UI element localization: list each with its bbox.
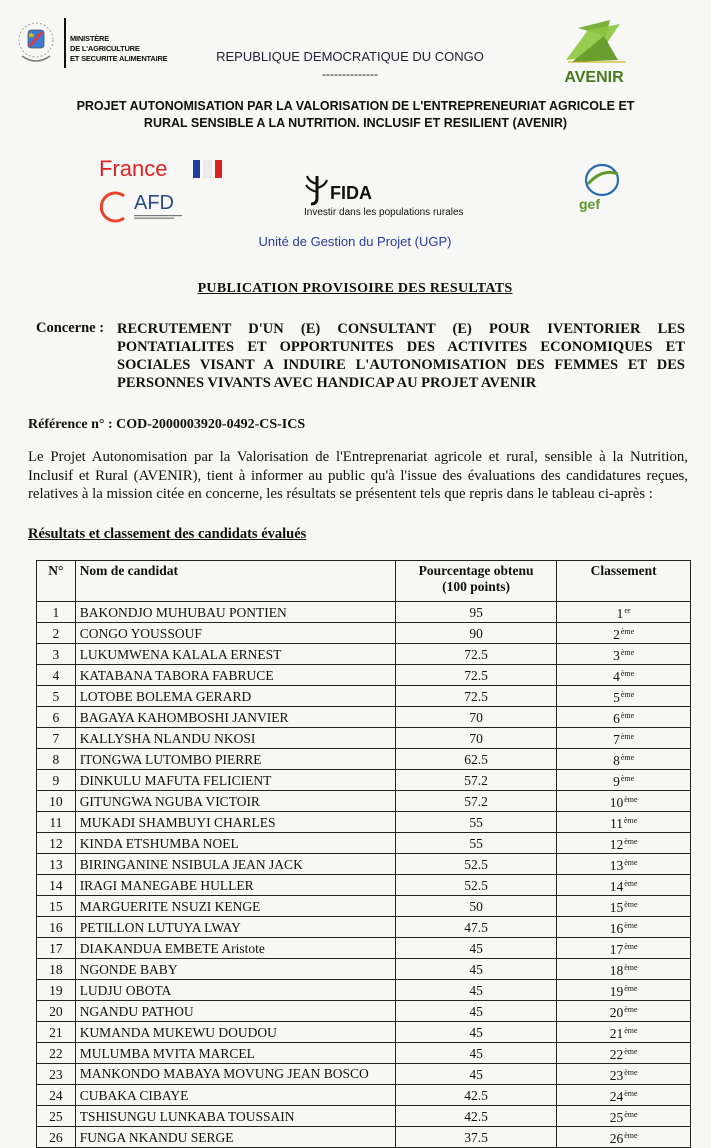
candidate-name: KINDA ETSHUMBA NOEL <box>75 833 395 854</box>
row-number: 26 <box>37 1127 76 1148</box>
candidate-percentage: 37.5 <box>395 1127 556 1148</box>
row-number: 7 <box>37 728 76 749</box>
candidate-name: FUNGA NKANDU SERGE <box>75 1127 395 1148</box>
candidate-rank <box>557 707 691 728</box>
candidate-rank <box>557 1085 691 1106</box>
candidate-rank <box>557 1022 691 1043</box>
rank-number: 2 <box>613 627 620 642</box>
candidate-percentage: 72.5 <box>395 665 556 686</box>
table-row <box>37 959 691 980</box>
candidate-name: TSHISUNGU LUNKABA TOUSSAIN <box>75 1106 395 1127</box>
candidate-name: LUDJU OBOTA <box>75 980 395 1001</box>
candidate-name: MANKONDO MABAYA MOVUNG JEAN BOSCO <box>75 1064 395 1085</box>
candidate-percentage: 52.5 <box>395 854 556 875</box>
candidate-percentage: 95 <box>395 602 556 623</box>
candidate-rank <box>557 938 691 959</box>
candidate-name: PETILLON LUTUYA LWAY <box>75 917 395 938</box>
rank-number: 6 <box>613 711 620 726</box>
rank-number: 12 <box>609 837 624 852</box>
row-number: 19 <box>37 980 76 1001</box>
rank-number: 15 <box>609 900 624 915</box>
candidate-rank <box>557 980 691 1001</box>
afd-logo-icon <box>100 190 130 224</box>
row-number: 12 <box>37 833 76 854</box>
candidate-percentage: 45 <box>395 1022 556 1043</box>
candidate-name: BAGAYA KAHOMBOSHI JANVIER <box>75 707 395 728</box>
project-title-line: RURAL SENSIBLE A LA NUTRITION. INCLUSIF ET RESILIENT (AVENIR) <box>143 116 568 130</box>
candidate-rank <box>557 602 691 623</box>
rank-suffix: ème <box>620 690 635 699</box>
rank-suffix: ème <box>624 1005 638 1014</box>
candidate-name: GITUNGWA NGUBA VICTOIR <box>75 791 395 812</box>
candidate-rank <box>557 896 691 917</box>
row-number: 24 <box>37 1085 76 1106</box>
table-row <box>37 875 691 896</box>
candidate-rank <box>557 833 691 854</box>
table-row <box>37 980 691 1001</box>
results-heading: Résultats et classement des candidats évalués <box>28 526 307 542</box>
row-number: 6 <box>37 707 76 728</box>
row-number: 23 <box>37 1064 76 1085</box>
table-row <box>37 1043 691 1064</box>
header-percentage-line1: Pourcentage obtenu <box>418 563 534 578</box>
ugp-label: Unité de Gestion du Projet (UGP) <box>258 234 452 249</box>
table-row <box>37 623 691 644</box>
header-percentage-line2: (100 points) <box>442 579 511 594</box>
rank-number: 4 <box>613 669 620 684</box>
rank-suffix: ème <box>624 921 638 930</box>
rank-suffix: ème <box>620 753 635 762</box>
candidate-name: CUBAKA CIBAYE <box>75 1085 395 1106</box>
candidate-rank <box>557 917 691 938</box>
rank-suffix: ème <box>624 1131 638 1140</box>
candidate-percentage: 45 <box>395 1043 556 1064</box>
candidate-name: NGANDU PATHOU <box>75 1001 395 1022</box>
candidate-percentage: 47.5 <box>395 917 556 938</box>
candidate-percentage: 45 <box>395 938 556 959</box>
rank-suffix: ème <box>623 816 638 825</box>
ministry-name <box>70 34 168 64</box>
candidate-percentage: 57.2 <box>395 770 556 791</box>
rank-number: 9 <box>613 774 620 789</box>
candidate-name: NGONDE BABY <box>75 959 395 980</box>
candidate-rank <box>557 1043 691 1064</box>
results-table <box>36 560 691 1148</box>
rank-suffix: ème <box>624 1110 638 1119</box>
afd-small-print-icon <box>134 214 194 220</box>
rank-number: 24 <box>609 1089 624 1104</box>
candidate-percentage: 42.5 <box>395 1085 556 1106</box>
candidate-name: LUKUMWENA KALALA ERNEST <box>75 644 395 665</box>
rank-number: 25 <box>609 1110 624 1125</box>
rank-suffix: ème <box>624 984 638 993</box>
table-row <box>37 1085 691 1106</box>
table-row <box>37 707 691 728</box>
candidate-name: BAKONDJO MUHUBAU PONTIEN <box>75 602 395 623</box>
candidate-rank <box>557 875 691 896</box>
rank-suffix: ème <box>624 1047 638 1056</box>
country-rule: -------------- <box>322 67 378 81</box>
header-num: N° <box>37 561 76 602</box>
row-number: 22 <box>37 1043 76 1064</box>
row-number: 25 <box>37 1106 76 1127</box>
rank-suffix: ème <box>624 795 638 804</box>
candidate-name: IRAGI MANEGABE HULLER <box>75 875 395 896</box>
row-number: 15 <box>37 896 76 917</box>
table-row <box>37 770 691 791</box>
rank-suffix: ème <box>624 900 638 909</box>
candidate-rank <box>557 686 691 707</box>
row-number: 18 <box>37 959 76 980</box>
table-row <box>37 1022 691 1043</box>
rank-number: 7 <box>613 732 620 747</box>
candidate-name: MULUMBA MVITA MARCEL <box>75 1043 395 1064</box>
candidate-percentage: 45 <box>395 959 556 980</box>
table-row <box>37 791 691 812</box>
candidate-rank <box>557 1001 691 1022</box>
rank-number: 8 <box>613 753 620 768</box>
drc-coat-of-arms-icon <box>14 16 58 74</box>
concerne-label: Concerne : <box>36 320 105 336</box>
rank-suffix: ème <box>620 711 635 720</box>
candidate-percentage: 72.5 <box>395 644 556 665</box>
rank-number: 22 <box>609 1047 624 1062</box>
rank-number: 26 <box>609 1131 624 1146</box>
candidate-name: MARGUERITE NSUZI KENGE <box>75 896 395 917</box>
candidate-percentage: 50 <box>395 896 556 917</box>
rank-suffix: ème <box>624 963 638 972</box>
rank-number: 11 <box>609 816 623 831</box>
row-number: 20 <box>37 1001 76 1022</box>
candidate-rank <box>557 749 691 770</box>
rank-number: 20 <box>609 1005 624 1020</box>
rank-number: 10 <box>609 795 624 810</box>
rank-number: 13 <box>609 858 624 873</box>
table-row <box>37 1106 691 1127</box>
table-row <box>37 1064 691 1085</box>
candidate-rank <box>557 959 691 980</box>
row-number: 17 <box>37 938 76 959</box>
candidate-percentage: 45 <box>395 1064 556 1085</box>
rank-number: 17 <box>609 942 624 957</box>
rank-suffix: ème <box>620 732 635 741</box>
table-row <box>37 644 691 665</box>
candidate-rank <box>557 728 691 749</box>
afd-logo-text: AFD <box>134 192 174 214</box>
row-number: 5 <box>37 686 76 707</box>
rank-suffix: ème <box>624 858 638 867</box>
row-number: 4 <box>37 665 76 686</box>
avenir-logo-text: AVENIR <box>564 69 624 86</box>
row-number: 8 <box>37 749 76 770</box>
row-number: 16 <box>37 917 76 938</box>
rank-number: 14 <box>609 879 624 894</box>
candidate-name: DINKULU MAFUTA FELICIENT <box>75 770 395 791</box>
rank-number: 18 <box>609 963 624 978</box>
table-row <box>37 812 691 833</box>
rank-suffix: ème <box>624 879 638 888</box>
country-name: REPUBLIQUE DEMOCRATIQUE DU CONGO <box>216 49 484 64</box>
candidate-rank <box>557 812 691 833</box>
candidate-name: KUMANDA MUKEWU DOUDOU <box>75 1022 395 1043</box>
rank-number: 16 <box>609 921 624 936</box>
header-divider <box>64 18 66 68</box>
reference-number: Référence n° : COD-2000003920-0492-CS-ICS <box>28 417 306 432</box>
candidate-percentage: 90 <box>395 623 556 644</box>
candidate-rank <box>557 1106 691 1127</box>
candidate-name: DIAKANDUA EMBETE Aristote <box>75 938 395 959</box>
rank-suffix: ème <box>624 1089 638 1098</box>
fida-logo-text: FIDA <box>330 183 372 203</box>
gef-logo-icon <box>580 162 624 198</box>
ministry-line: MINISTÈRE <box>70 34 110 43</box>
candidate-rank <box>557 791 691 812</box>
rank-suffix: ème <box>624 1026 638 1035</box>
concerne-text: RECRUTEMENT D'UN (E) CONSULTANT (E) POUR IVENTORIER LES PONTATIALITES ET OPPORTUNITES DES ACTIVITES ECONOMIQUES ET SOCIALES VISANT A INDUIRE L'AUTONOMISATION DES FEMMES ET DES PERSONNES VIVANTS AVEC HANDICAP AU PROJET AVENIR <box>117 321 685 391</box>
rank-suffix: ème <box>620 627 635 636</box>
table-row <box>37 1127 691 1148</box>
candidate-name: KALLYSHA NLANDU NKOSI <box>75 728 395 749</box>
table-row <box>37 728 691 749</box>
french-flag-icon <box>193 160 223 178</box>
row-number: 3 <box>37 644 76 665</box>
rank-number: 5 <box>613 690 620 705</box>
table-row <box>37 896 691 917</box>
table-row <box>37 854 691 875</box>
row-number: 1 <box>37 602 76 623</box>
intro-paragraph: Le Projet Autonomisation par la Valorisation de l'Entreprenariat agricole et rural, sensible à la Nutrition, Inclusif et Rural (AVENIR), tient à informer au public qu'à l'issue des évaluations des candidatures reçues, relatives à la mission citée en concerne, les résultats se présentent tels que repris dans le tableau ci-après : <box>28 449 688 502</box>
candidate-name: KATABANA TABORA FABRUCE <box>75 665 395 686</box>
candidate-percentage: 57.2 <box>395 791 556 812</box>
ministry-line: ET SECURITE ALIMENTAIRE <box>70 54 168 63</box>
rank-suffix: ème <box>624 837 638 846</box>
table-body <box>37 602 691 1148</box>
candidate-percentage: 62.5 <box>395 749 556 770</box>
candidate-rank <box>557 770 691 791</box>
project-title <box>20 98 691 132</box>
candidate-name: BIRINGANINE NSIBULA JEAN JACK <box>75 854 395 875</box>
rank-number: 21 <box>609 1026 624 1041</box>
candidate-rank <box>557 1127 691 1148</box>
table-row <box>37 917 691 938</box>
candidate-name: CONGO YOUSSOUF <box>75 623 395 644</box>
rank-number: 1 <box>616 606 624 621</box>
table-row <box>37 665 691 686</box>
rank-suffix: ème <box>620 669 635 678</box>
gef-logo-text: gef <box>579 196 600 212</box>
rank-suffix: ème <box>624 942 638 951</box>
candidate-rank <box>557 1064 691 1085</box>
row-number: 13 <box>37 854 76 875</box>
candidate-percentage: 55 <box>395 812 556 833</box>
row-number: 14 <box>37 875 76 896</box>
table-row <box>37 833 691 854</box>
rank-number: 19 <box>609 984 624 999</box>
project-title-line: PROJET AUTONOMISATION PAR LA VALORISATION DE L'ENTREPRENEURIAT AGRICOLE ET <box>76 99 635 113</box>
candidate-name: LOTOBE BOLEMA GERARD <box>75 686 395 707</box>
fida-tagline: Investir dans les populations rurales <box>304 207 464 218</box>
table-row <box>37 749 691 770</box>
row-number: 11 <box>37 812 76 833</box>
candidate-percentage: 45 <box>395 980 556 1001</box>
candidate-percentage: 72.5 <box>395 686 556 707</box>
candidate-rank <box>557 623 691 644</box>
table-row <box>37 938 691 959</box>
avenir-logo-icon <box>548 16 640 90</box>
candidate-percentage: 70 <box>395 707 556 728</box>
candidate-percentage: 45 <box>395 1001 556 1022</box>
candidate-rank <box>557 854 691 875</box>
rank-suffix: ème <box>624 1068 638 1077</box>
publication-title: PUBLICATION PROVISOIRE DES RESULTATS <box>197 281 513 296</box>
ministry-line: DE L'AGRICULTURE <box>70 44 140 53</box>
candidate-percentage: 55 <box>395 833 556 854</box>
rank-suffix: ème <box>620 648 635 657</box>
header-rank: Classement <box>557 561 691 602</box>
table-header-row <box>37 561 691 602</box>
rank-suffix: ème <box>620 774 635 783</box>
candidate-rank <box>557 644 691 665</box>
rank-number: 3 <box>613 648 620 663</box>
table-row <box>37 602 691 623</box>
row-number: 21 <box>37 1022 76 1043</box>
rank-number: 23 <box>609 1068 624 1083</box>
rank-suffix: er <box>624 606 631 615</box>
candidate-name: ITONGWA LUTOMBO PIERRE <box>75 749 395 770</box>
candidate-percentage: 42.5 <box>395 1106 556 1127</box>
table-row <box>37 686 691 707</box>
candidate-percentage: 70 <box>395 728 556 749</box>
france-logo-text: France <box>99 156 168 181</box>
row-number: 9 <box>37 770 76 791</box>
candidate-name: MUKADI SHAMBUYI CHARLES <box>75 812 395 833</box>
row-number: 2 <box>37 623 76 644</box>
candidate-percentage: 52.5 <box>395 875 556 896</box>
table-row <box>37 1001 691 1022</box>
candidate-rank <box>557 665 691 686</box>
header-percentage <box>395 561 556 602</box>
row-number: 10 <box>37 791 76 812</box>
fida-logo-icon <box>303 172 329 206</box>
header-name: Nom de candidat <box>75 561 395 602</box>
